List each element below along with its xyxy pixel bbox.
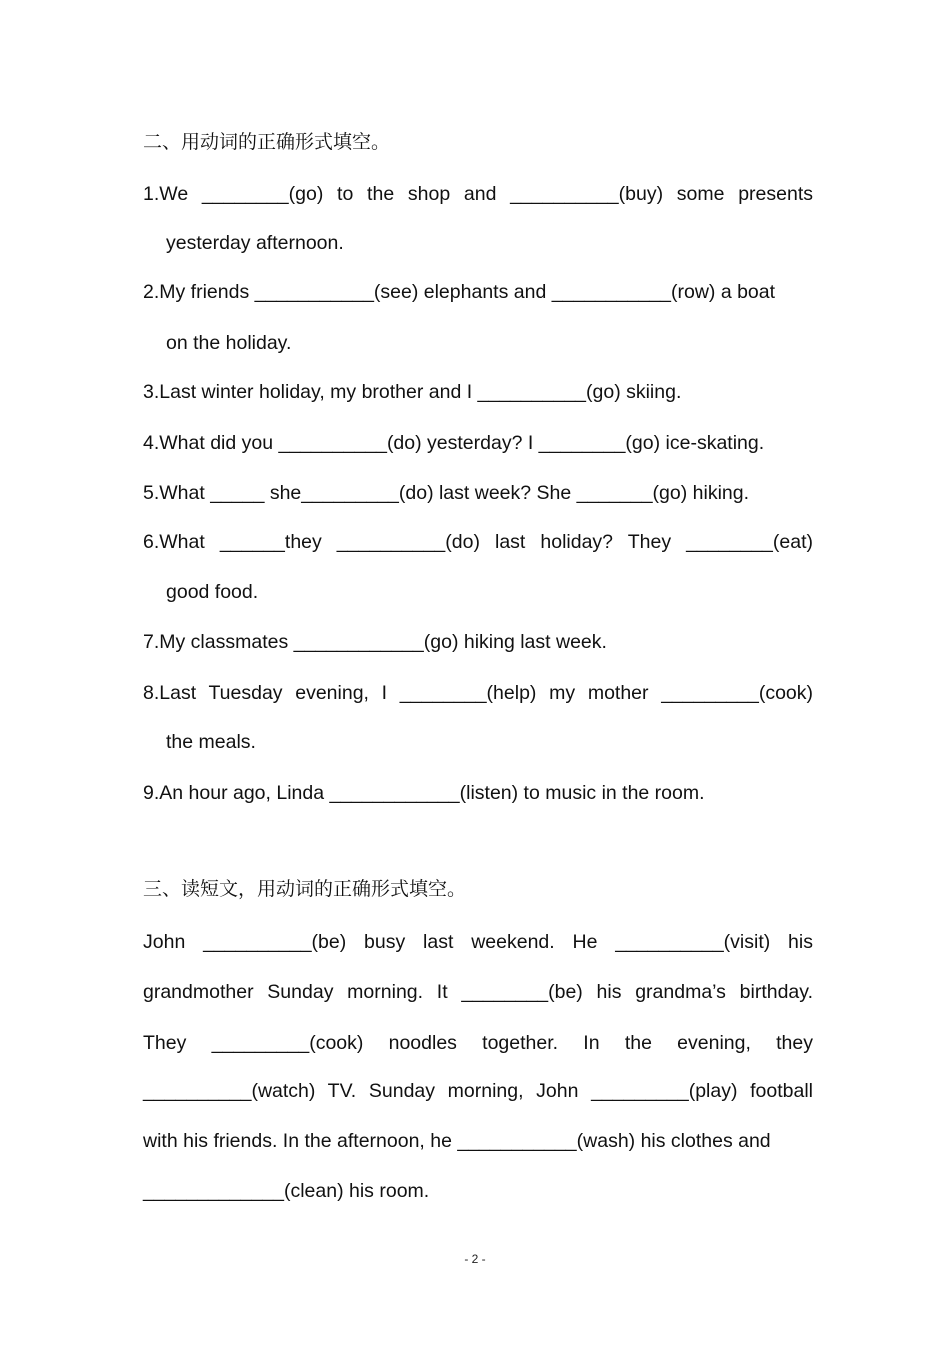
question-3: 3.Last winter holiday, my brother and I __________(go) skiing. [143, 381, 682, 403]
question-2-line-1: 2.My friends ___________(see) elephants and ___________(row) a boat [143, 281, 776, 303]
section-3-heading: 三、读短文，用动词的正确形式填空。 [143, 878, 467, 900]
question-6-line-2: good food. [166, 581, 259, 603]
passage-line-5: with his friends. In the afternoon, he ___________(wash) his clothes and [143, 1130, 771, 1152]
question-5: 5.What _____ she_________(do) last week? She _______(go) hiking. [143, 482, 750, 504]
page-number: - 2 - [464, 1252, 486, 1266]
question-6-line-1: 6.What ______they __________(do) last holiday? They ________(eat) [143, 531, 813, 553]
passage-line-6: _____________(clean) his room. [143, 1180, 430, 1202]
passage-line-2: grandmother Sunday morning. It ________(be) his grandma’s birthday. [143, 981, 813, 1003]
passage-line-1: John __________(be) busy last weekend. He __________(visit) his [143, 931, 813, 953]
passage-line-3: They _________(cook) noodles together. In the evening, they [143, 1032, 813, 1054]
question-8-line-2: the meals. [166, 731, 256, 753]
question-2-line-2: on the holiday. [166, 332, 292, 354]
section-2-heading: 二、用动词的正确形式填空。 [143, 131, 391, 153]
question-4: 4.What did you __________(do) yesterday? I ________(go) ice-skating. [143, 432, 765, 454]
question-7: 7.My classmates ____________(go) hiking last week. [143, 631, 607, 653]
question-9: 9.An hour ago, Linda ____________(listen) to music in the room. [143, 782, 705, 804]
passage-line-4: __________(watch) TV. Sunday morning, John _________(play) football [143, 1080, 813, 1102]
question-8-line-1: 8.Last Tuesday evening, I ________(help) my mother _________(cook) [143, 682, 813, 704]
question-1-line-2: yesterday afternoon. [166, 232, 344, 254]
question-1-line-1: 1.We ________(go) to the shop and __________(buy) some presents [143, 183, 813, 205]
